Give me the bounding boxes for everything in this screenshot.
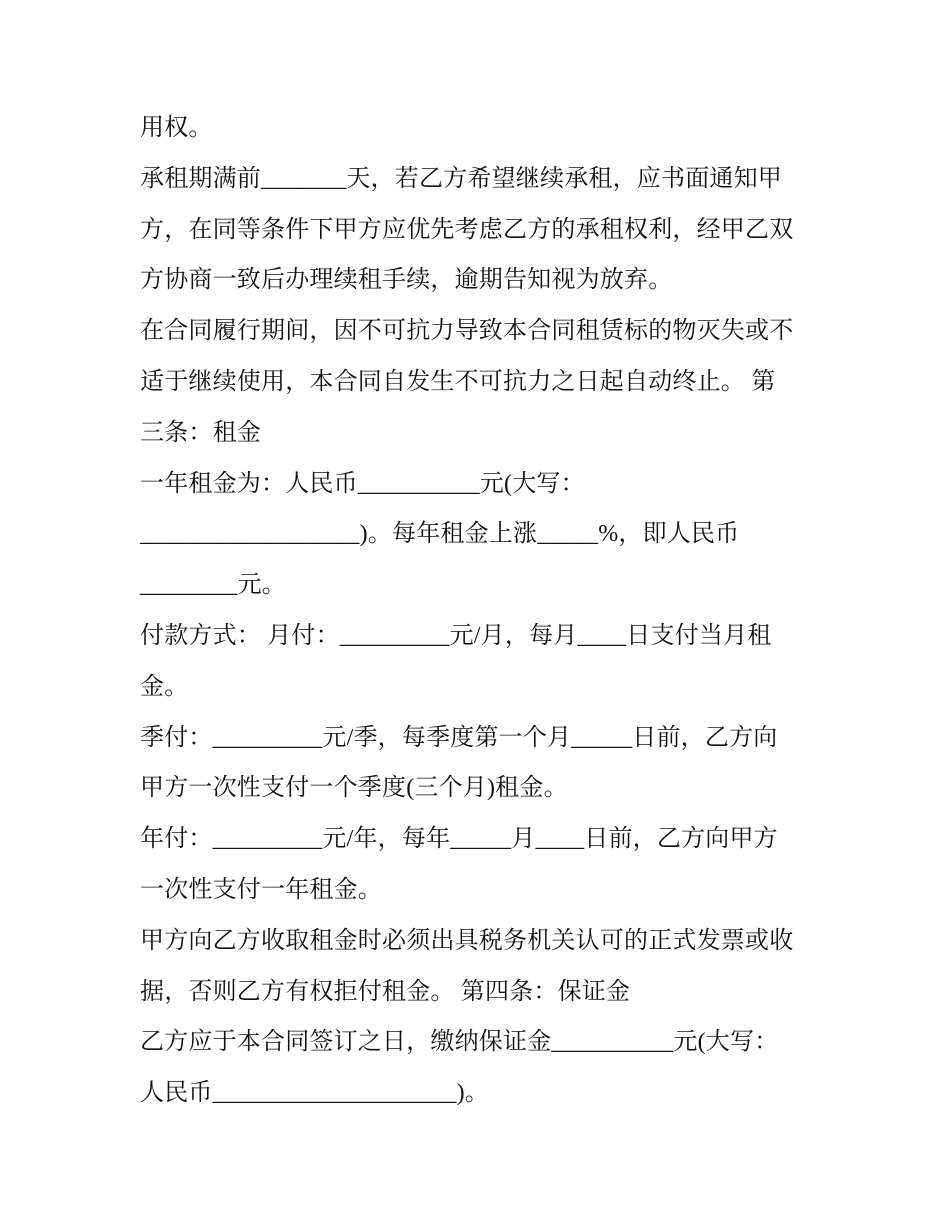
- text-line: 年付：_________元/年，每年_____月____日前，乙方向甲方: [140, 826, 778, 853]
- text-line: 方协商一致后办理续租手续，逾期告知视为放弃。: [140, 267, 673, 294]
- text-line: 一次性支付一年租金。: [140, 876, 382, 903]
- text-line: 方，在同等条件下甲方应优先考虑乙方的承租权利，经甲乙双: [140, 216, 794, 243]
- text-line: 适于继续使用，本合同自发生不可抗力之日起自动终止。 第: [140, 368, 776, 395]
- document-body: [140, 110, 840, 1126]
- text-line: 用权。: [140, 115, 213, 141]
- text-line: 人民币____________________)。: [140, 1080, 489, 1107]
- text-line: 三条：租金: [140, 419, 261, 446]
- text-line: 据，否则乙方有权拒付租金。 第四条：保证金: [140, 978, 631, 1005]
- text-line: 付款方式： 月付：_________元/月，每月____日支付当月租: [140, 622, 772, 649]
- text-line: ________元。: [140, 572, 286, 599]
- text-line: __________________)。每年租金上涨_____%，即人民币: [140, 521, 740, 548]
- text-line: 季付：_________元/季，每季度第一个月_____日前，乙方向: [140, 724, 778, 751]
- text-line: 金。: [140, 673, 189, 700]
- text-line: 甲方一次性支付一个季度(三个月)租金。: [140, 775, 568, 802]
- text-line: 一年租金为：人民币__________元(大写：: [140, 470, 585, 497]
- text-line: 在合同履行期间，因不可抗力导致本合同租赁标的物灭失或不: [140, 318, 794, 345]
- text-line: 甲方向乙方收取租金时必须出具税务机关认可的正式发票或收: [140, 927, 794, 954]
- text-line: 乙方应于本合同签订之日，缴纳保证金__________元(大写：: [140, 1029, 779, 1056]
- text-line: 承租期满前_______天，若乙方希望继续承租，应书面通知甲: [140, 165, 782, 192]
